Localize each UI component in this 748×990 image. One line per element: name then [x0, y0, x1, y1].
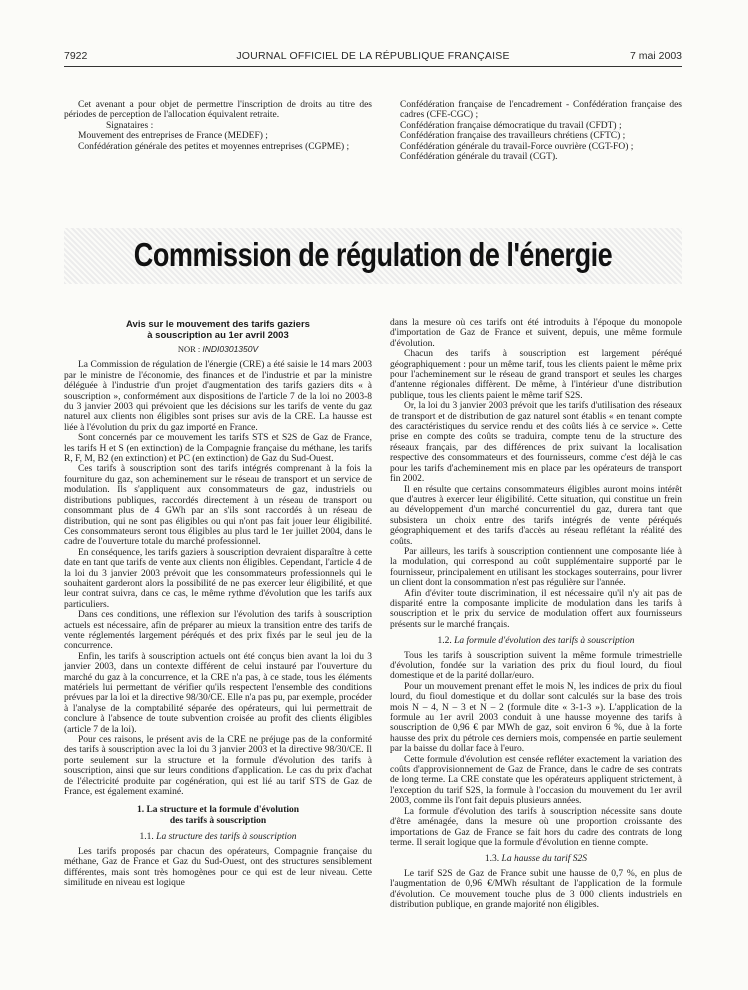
nor-value: INDI0301350V — [202, 344, 259, 354]
article-title-line2: à souscription au 1er avril 2003 — [147, 329, 289, 341]
subsection-number: 1.2. — [437, 636, 452, 647]
signatory-item: Confédération générale du travail (CGT). — [400, 152, 558, 163]
subsection-number: 1.1. — [139, 832, 154, 843]
subsection-title: La hausse du tarif S2S — [501, 854, 588, 865]
issue-date: 7 mai 2003 — [630, 50, 682, 62]
header-rule — [64, 66, 682, 67]
signatory-item: Confédération générale des petites et moyennes entreprises (CGPME) ; — [78, 141, 350, 152]
paragraph: Les tarifs proposés par chacun des opérateurs, Compagnie française du méthane, Gaz de France et Gaz du Sud-Ouest, ont des structures sensiblement différentes, mais sont très homogènes pour ce qui est de leur niveau. Cette similitude en niveau est logique — [64, 846, 372, 888]
paragraph: Chacun des tarifs à souscription est largement péréqué géographiquement : pour un même tarif, tous les clients paient le même prix pour l'acheminement sur le réseau de grand transport et seules les charges d'antenne régionales diffèrent. De même, à l'intérieur d'une distribution publique, tous les clients paient le même tarif S2S. — [390, 349, 682, 401]
page-number: 7922 — [64, 50, 88, 62]
signatories-label: Signataires : — [106, 120, 154, 131]
top-right-column — [390, 100, 682, 162]
signatory-item: Mouvement des entreprises de France (MEDEF) ; — [78, 131, 268, 142]
article-right-column — [390, 318, 682, 910]
paragraph: Cette formule d'évolution est censée refléter exactement la variation des coûts d'approvisionnement de Gaz de France, dans le cadre de ses contrats de long terme. La CRE constate que les opérateurs appliquent strictement, à l'exception du tarif S2S, la formule à l'occasion du mouvement du 1er avril 2003, comme ils l'ont fait depuis plusieurs années. — [390, 754, 682, 807]
subsection-heading — [390, 636, 682, 646]
subsection-title: La structure des tarifs à souscription — [156, 832, 297, 843]
signatory-item: Confédération générale du travail-Force ouvrière (CGT-FO) ; — [400, 141, 634, 152]
paragraph: Afin d'éviter toute discrimination, il est nécessaire qu'il n'y ait pas de disparité entre la composante implicite de modulation dans les tarifs à souscription et le prix du service de modulation offert aux fournisseurs présents sur le marché français. — [390, 588, 682, 630]
subsection-title: La formule d'évolution des tarifs à souscription — [454, 636, 635, 647]
section-heading-line2: des tarifs à souscription — [169, 815, 267, 826]
journal-title: JOURNAL OFFICIEL DE LA RÉPUBLIQUE FRANÇAISE — [236, 50, 510, 62]
paragraph: Tous les tarifs à souscription suivent la même formule trimestrielle d'évolution, fondée sur la variation des prix du fioul lourd, du fioul domestique et de la parité dollar/euro. — [390, 650, 682, 682]
signatory-item: Confédération française démocratique du travail (CFDT) ; — [400, 120, 622, 131]
top-left-column — [64, 100, 372, 152]
signatory-item: Confédération française des travailleurs chrétiens (CFTC) ; — [400, 131, 626, 142]
paragraph: Pour ces raisons, le présent avis de la CRE ne préjuge pas de la conformité des tarifs à souscription avec la loi du 3 janvier 2003 et la directive 98/30/CE. Il porte seulement sur la structure et la formule d'évolution des tarifs à souscription, ainsi que sur leurs conditions d'application. Le cas du prix d'achat de l'électricité produite par cogénération, qui est lié au tarif STS de Gaz de France, est également examiné. — [64, 735, 372, 798]
subsection-number: 1.3. — [484, 854, 500, 865]
running-header — [64, 50, 682, 64]
paragraph: Pour un mouvement prenant effet le mois N, les indices de prix du fioul lourd, du fioul domestique et du dollar sont calculés sur la base des trois mois N – 4, N – 3 et N – 2 (formule dite « 3-1-3 »). L'application de la formule au 1er avril 2003 conduit à une hausse moyenne des tarifs à souscription de 0,96 € par MWh de gaz, soit environ 6 %, due à la forte hausse des prix du pétrole ces derniers mois, compensée en partie seulement par la baisse du dollar face à l'euro. — [390, 681, 682, 755]
subsection-heading — [64, 832, 372, 842]
paragraph: Par ailleurs, les tarifs à souscription contiennent une composante liée à la modulation, qui correspond au coût supplémentaire supporté par le fournisseur, principalement en utilisant les stockages souterrains, pour livrer un client dont la consommation n'est pas régulière sur l'année. — [390, 546, 682, 589]
avenant-intro: Cet avenant a pour objet de permettre l'inscription de droits au titre des périodes de perception de l'allocation équivalent retraite. — [64, 100, 372, 121]
section-heading — [64, 805, 372, 826]
paragraph: Enfin, les tarifs à souscription actuels ont été conçus bien avant la loi du 3 janvier 2003, dans un contexte différent de celui instauré par l'ouverture du marché du gaz à la concurrence, et la CRE n'a pas, à ce stade, tous les éléments matériels lui permettant de vérifier qu'ils respectent l'ensemble des conditions prévues par la loi et la directive 98/30/CE. Elle n'a pas pu, par exemple, procéder à l'analyse de la comptabilité séparée des opérateurs, qui lui permettrait de conclure à l'absence de toute subvention croisée au profit des clients éligibles (article 7 de la loi). — [64, 651, 372, 735]
paragraph: dans la mesure où ces tarifs ont été introduits à l'époque du monopole d'importation de Gaz de France et suivent, depuis, une même formule d'évolution. — [390, 318, 682, 349]
paragraph: Sont concernés par ce mouvement les tarifs STS et S2S de Gaz de France, les tarifs H et S (en extinction) de la Compagnie française du méthane, les tarifs R, F, M, B2 (en extinction) et PC (en extinction) de Gaz du Sud-Ouest. — [64, 433, 372, 465]
section-banner — [64, 228, 682, 284]
paragraph: En conséquence, les tarifs gaziers à souscription devraient disparaître à cette date en tant que tarifs de vente aux clients non éligibles. Cependant, l'article 4 de la loi du 3 janvier 2003 prévoit que les consommateurs professionnels qui le souhaitent garderont alors la possibilité de ne pas exercer leur éligibilité, et que leur contrat suivra, dans ce cas, le même rythme d'évolution que les tarifs aux particuliers. — [64, 547, 372, 610]
section-heading-line1: 1. La structure et la formule d'évolution — [136, 805, 300, 816]
nor-label: NOR : — [177, 344, 201, 354]
article-title-line1: Avis sur le mouvement des tarifs gaziers — [126, 319, 310, 330]
subsection-heading — [390, 854, 682, 864]
paragraph: Le tarif S2S de Gaz de France subit une hausse de 0,7 %, en plus de l'augmentation de 0,96 €/MWh résultant de l'application de la formule d'évolution. Ce mouvement touche plus de 3 000 clients industriels en distribution publique, en grande majorité non éligibles. — [390, 868, 682, 910]
paragraph: Il en résulte que certains consommateurs éligibles auront moins intérêt que d'autres à exercer leur éligibilité. Cette situation, qui constitue un frein au développement d'un marché concurrentiel du gaz, durera tant que subsistera un choix entre des tarifs intégrés de vente péréqués géographiquement et des tarifs d'accès au réseau reflétant la réalité des coûts. — [390, 484, 682, 547]
banner-title: Commission de régulation de l'énergie — [133, 236, 613, 273]
signatory-item: Confédération française de l'encadrement - Confédération française des cadres (CFE-CGC) ; — [400, 100, 682, 121]
paragraph: Or, la loi du 3 janvier 2003 prévoit que les tarifs d'utilisation des réseaux de transport et de distribution de gaz naturel sont établis « en tenant compte des caractéristiques du service rendu et des coûts liés à ce service ». Cette prise en compte des coûts se traduira, compte tenu de la structure des réseaux français, par des différences de prix suivant la localisation respective des consommateurs et des fournisseurs, comme c'est déjà le cas pour les tarifs d'acheminement mis en place par les opérateurs de transport fin 2002. — [390, 401, 682, 485]
article-left-column — [64, 318, 372, 888]
paragraph: Ces tarifs à souscription sont des tarifs intégrés comprenant à la fois la fourniture du gaz, son acheminement sur le réseau de transport et un service de modulation. Ils s'appliquent aux consommateurs de gaz, industriels ou distributions publiques, raccordés directement à un réseau de transport ou consommant plus de 4 GWh par an s'ils sont raccordés à un réseau de distribution, qui ne sont pas éligibles ou qui n'ont pas fait jouer leur éligibilité. Ces consommateurs seront tous éligibles au plus tard le 1er juillet 2004, dans le cadre de l'ouverture totale du marché professionnel. — [64, 464, 372, 548]
paragraph: La formule d'évolution des tarifs à souscription nécessite sans doute d'être aménagée, dans la mesure où une proportion croissante des importations de Gaz de France se fait hors du cadre des contrats de long terme. Il serait logique que la formule d'évolution en tienne compte. — [390, 806, 682, 848]
paragraph: La Commission de régulation de l'énergie (CRE) a été saisie le 14 mars 2003 par le ministre de l'économie, des finances et de l'industrie et par la ministre déléguée à l'industrie d'un projet d'augmentation des tarifs gaziers dits « à souscription », conformément aux dispositions de l'article 7 de la loi no 2003-8 du 3 janvier 2003 qui prévoient que les décisions sur les tarifs de vente du gaz naturel aux clients non éligibles sont prises sur avis de la CRE. La hausse est liée à l'évolution du prix du gaz importé en France. — [64, 360, 372, 433]
nor-reference — [64, 344, 372, 354]
paragraph: Dans ces conditions, une réflexion sur l'évolution des tarifs à souscription actuels est nécessaire, afin de préparer au mieux la transition entre des tarifs de vente réglementés largement péréqués et des prix fixés par le seul jeu de la concurrence. — [64, 610, 372, 652]
